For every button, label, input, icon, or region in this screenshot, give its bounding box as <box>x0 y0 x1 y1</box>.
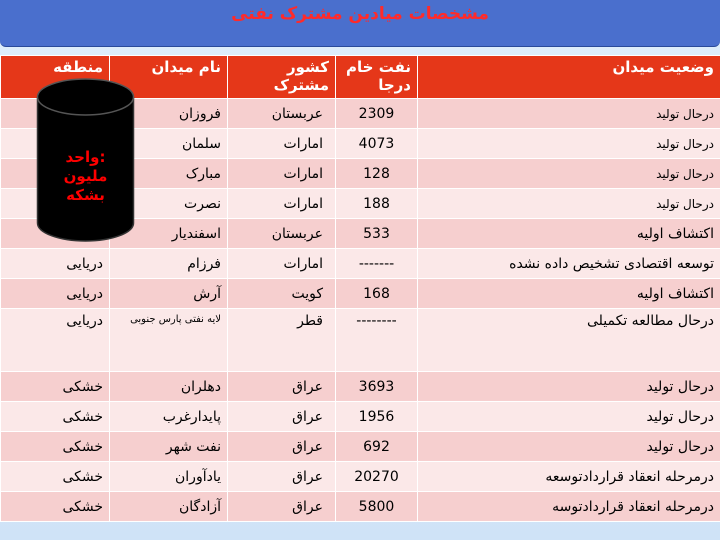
header-region: منطقه <box>1 56 110 99</box>
table-row <box>1 462 720 492</box>
cell-field: سلمان <box>110 129 228 159</box>
cell-oil: -------- <box>336 309 418 372</box>
cell-field: فرزام <box>110 249 228 279</box>
cell-status: درحال تولید <box>418 129 720 159</box>
unit-note-line: واحد: <box>65 148 106 166</box>
cell-oil: ------- <box>336 249 418 279</box>
cell-oil: 188 <box>336 189 418 219</box>
unit-note <box>36 148 135 205</box>
table-row <box>1 432 720 462</box>
header-country: کشور مشترک <box>228 56 336 99</box>
cell-region: دریایی <box>1 249 110 279</box>
cell-status: درحال تولید <box>418 402 720 432</box>
cell-status: درحال تولید <box>418 189 720 219</box>
cell-country: امارات <box>228 189 336 219</box>
cell-oil: 4073 <box>336 129 418 159</box>
cell-region: خشکی <box>1 372 110 402</box>
cell-field: پایدارغرب <box>110 402 228 432</box>
cell-status: درحال تولید <box>418 159 720 189</box>
cell-oil: 20270 <box>336 462 418 492</box>
cell-field: آرش <box>110 279 228 309</box>
cell-country: امارات <box>228 249 336 279</box>
cell-oil: 128 <box>336 159 418 189</box>
cell-country: عراق <box>228 432 336 462</box>
header-oil: نفت خام درجا <box>336 56 418 99</box>
table-row <box>1 402 720 432</box>
cell-oil: 1956 <box>336 402 418 432</box>
header-field: نام میدان <box>110 56 228 99</box>
cell-oil: 5800 <box>336 492 418 522</box>
table-row <box>1 372 720 402</box>
cell-field: مبارک <box>110 159 228 189</box>
cell-oil: 2309 <box>336 99 418 129</box>
cell-field: لایه نفتی پارس جنوبی <box>110 309 228 372</box>
cell-region: خشکی <box>1 492 110 522</box>
cell-oil: 533 <box>336 219 418 249</box>
unit-note-line: ملیون <box>63 167 108 185</box>
cell-status: درحال تولید <box>418 99 720 129</box>
cell-country: عراق <box>228 372 336 402</box>
table-row <box>1 309 720 372</box>
cell-field: نفت شهر <box>110 432 228 462</box>
cell-field: آزادگان <box>110 492 228 522</box>
cell-status: درحال تولید <box>418 432 720 462</box>
cell-status: توسعه اقتصادی تشخیص داده نشده <box>418 249 720 279</box>
cell-country: عراق <box>228 402 336 432</box>
cell-field: اسفندیار <box>110 219 228 249</box>
cell-region: دریایی <box>1 309 110 372</box>
cell-country: عراق <box>228 492 336 522</box>
cell-region: دریایی <box>1 279 110 309</box>
cell-oil: 3693 <box>336 372 418 402</box>
cell-status: درمرحله انعقاد قراردادتوسه <box>418 492 720 522</box>
page-title: مشخصات میادین مشترک نفتی <box>231 4 489 24</box>
cell-status: اکتشاف اولیه <box>418 279 720 309</box>
cell-field: یادآوران <box>110 462 228 492</box>
table-row <box>1 249 720 279</box>
cell-country: عربستان <box>228 99 336 129</box>
cell-status: درحال تولید <box>418 372 720 402</box>
cell-field: نصرت <box>110 189 228 219</box>
cell-country: قطر <box>228 309 336 372</box>
cell-country: عربستان <box>228 219 336 249</box>
cell-status: اکتشاف اولیه <box>418 219 720 249</box>
cell-country: عراق <box>228 462 336 492</box>
header-status: وضعیت میدان <box>418 56 720 99</box>
cell-oil: 168 <box>336 279 418 309</box>
cell-region: خشکی <box>1 402 110 432</box>
cell-status: درحال مطالعه تکمیلی <box>418 309 720 372</box>
cell-field: دهلران <box>110 372 228 402</box>
cell-oil: 692 <box>336 432 418 462</box>
cell-country: کویت <box>228 279 336 309</box>
cell-region: خشکی <box>1 462 110 492</box>
table-row <box>1 492 720 522</box>
table-row <box>1 279 720 309</box>
cell-region: خشکی <box>1 432 110 462</box>
unit-note-line: بشکه <box>66 186 105 204</box>
cell-status: درمرحله انعقاد قراردادتوسعه <box>418 462 720 492</box>
cell-country: امارات <box>228 159 336 189</box>
cell-field: فروزان <box>110 99 228 129</box>
cell-country: امارات <box>228 129 336 159</box>
